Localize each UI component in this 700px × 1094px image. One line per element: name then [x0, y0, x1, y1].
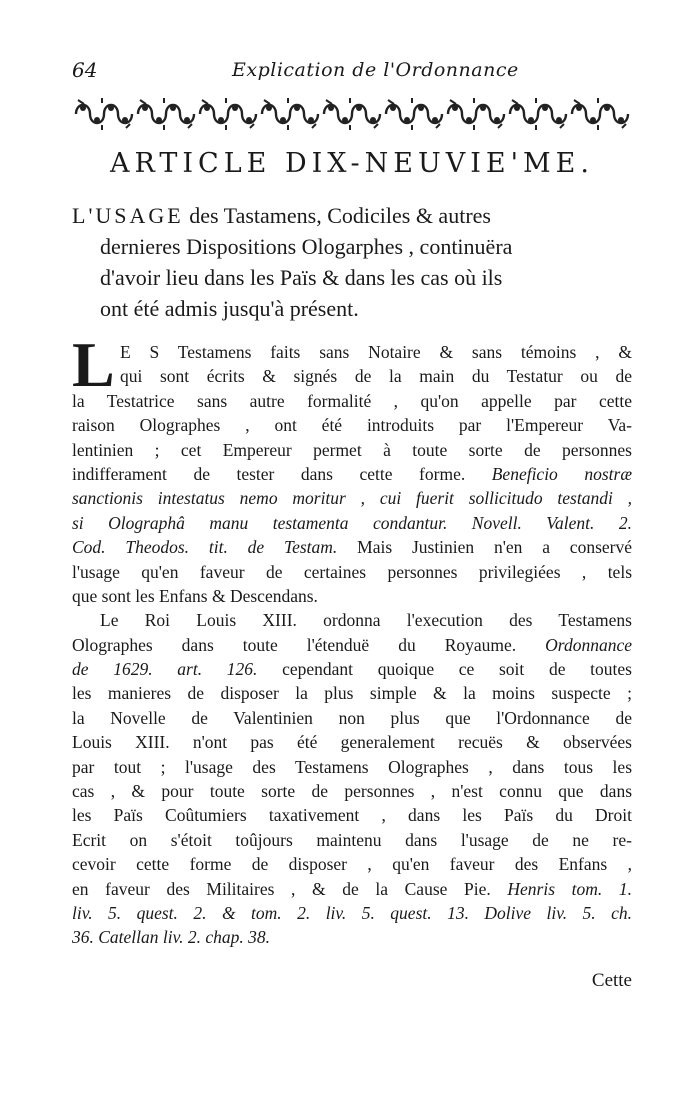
commentary-line [72, 535, 632, 559]
ordinance-text [72, 200, 632, 324]
latin-citation: sanctionis intestatus nemo moritur , cui fuerit sollicitudo testandi , [72, 488, 632, 509]
page-number: 64 [72, 58, 98, 82]
commentary-line: cas , & pour toute sorte de personnes , n'est connu que dans [72, 781, 632, 802]
commentary-line [72, 657, 632, 681]
commentary-line: l'usage qu'en faveur de certaines personnes privilegiées , tels [72, 561, 632, 582]
running-title: Explication de l'Ordonnance [232, 59, 519, 81]
latin-citation: si Olographâ manu testamenta condantur. Novell. Valent. 2. [72, 512, 632, 533]
commentary-line [72, 901, 632, 925]
commentary-line: par tout ; l'usage des Testamens Olographes , dans tous les [72, 756, 632, 777]
commentary-line: la Novelle de Valentinien non plus que l'Ordonnance de [72, 707, 632, 728]
ornamental-band [72, 94, 632, 134]
commentary-line: Louis XIII. n'ont pas été generalement recuës & observées [72, 732, 632, 753]
commentary-span: indifferament de tester dans cette forme. [72, 463, 492, 484]
commentary-line: les manieres de disposer la plus simple & la moins suspecte ; [72, 683, 632, 704]
commentary-span: cependant quoique ce soit de toutes [257, 659, 632, 680]
page-header [72, 58, 632, 84]
latin-citation: Beneficio nostræ [491, 463, 632, 484]
article-heading: ARTICLE DIX-NEUVIE'ME. [110, 148, 594, 179]
commentary-line: Le Roi Louis XIII. ordonna l'execution des Testamens [100, 610, 632, 631]
commentary-line [72, 511, 632, 535]
commentary-text [72, 329, 633, 950]
legal-reference: 36. Catellan liv. 2. chap. 38. [72, 927, 270, 948]
commentary-line: que sont les Enfans & Descendans. [72, 585, 318, 606]
commentary-line: les Païs Coûtumiers taxativement , dans les Païs du Droit [72, 805, 632, 826]
commentary-line: qui sont écrits & signés de la main du Testatur ou de [120, 366, 632, 387]
legal-reference: Cod. Theodos. tit. de Testam. [72, 537, 338, 558]
legal-reference: Ordonnance [545, 634, 632, 655]
commentary-line: E S Testamens faits sans Notaire & sans témoins , & [120, 342, 632, 362]
ordinance-line: dernieres Dispositions Ologarphes , continuëra [100, 234, 513, 259]
commentary-line [72, 877, 632, 901]
legal-reference: de 1629. art. 126. [72, 659, 258, 680]
drop-cap: L [72, 329, 115, 400]
commentary-line: lentinien ; cet Empereur permet à toute sorte de personnes [72, 439, 632, 460]
commentary-line: la Testatrice sans autre formalité , qu'on appelle par cette [72, 390, 632, 411]
commentary-line [72, 925, 632, 949]
catchword: Cette [591, 970, 632, 991]
ordinance-line: d'avoir lieu dans les Païs & dans les cas où ils [100, 265, 503, 290]
commentary-line [72, 633, 632, 657]
commentary-line: Ecrit on s'étoit toûjours maintenu dans l'usage de ne re- [72, 829, 632, 850]
ordinance-line-rest: des Tastamens, Codiciles & autres [183, 203, 491, 228]
ordinance-lead: L'USAGE [72, 203, 184, 228]
legal-reference: liv. 5. quest. 2. & tom. 2. liv. 5. quest. 13. Dolive liv. 5. ch. [72, 902, 632, 923]
commentary-line [72, 486, 632, 510]
commentary-span: Mais Justinien n'en a conservé [337, 537, 632, 558]
commentary-span: Olographes dans toute l'étenduë du Royaume. [72, 634, 546, 655]
commentary-span: en faveur des Militaires , & de la Cause Pie. [72, 878, 508, 899]
commentary-line: raison Olographes , ont été introduits par l'Empereur Va- [72, 415, 632, 436]
legal-reference: Henris tom. 1. [507, 878, 633, 899]
ordinance-line: ont été admis jusqu'à présent. [100, 296, 359, 321]
commentary-line [72, 462, 632, 486]
commentary-line: cevoir cette forme de disposer , qu'en faveur des Enfans , [72, 854, 632, 875]
ordinance-line [72, 200, 632, 231]
